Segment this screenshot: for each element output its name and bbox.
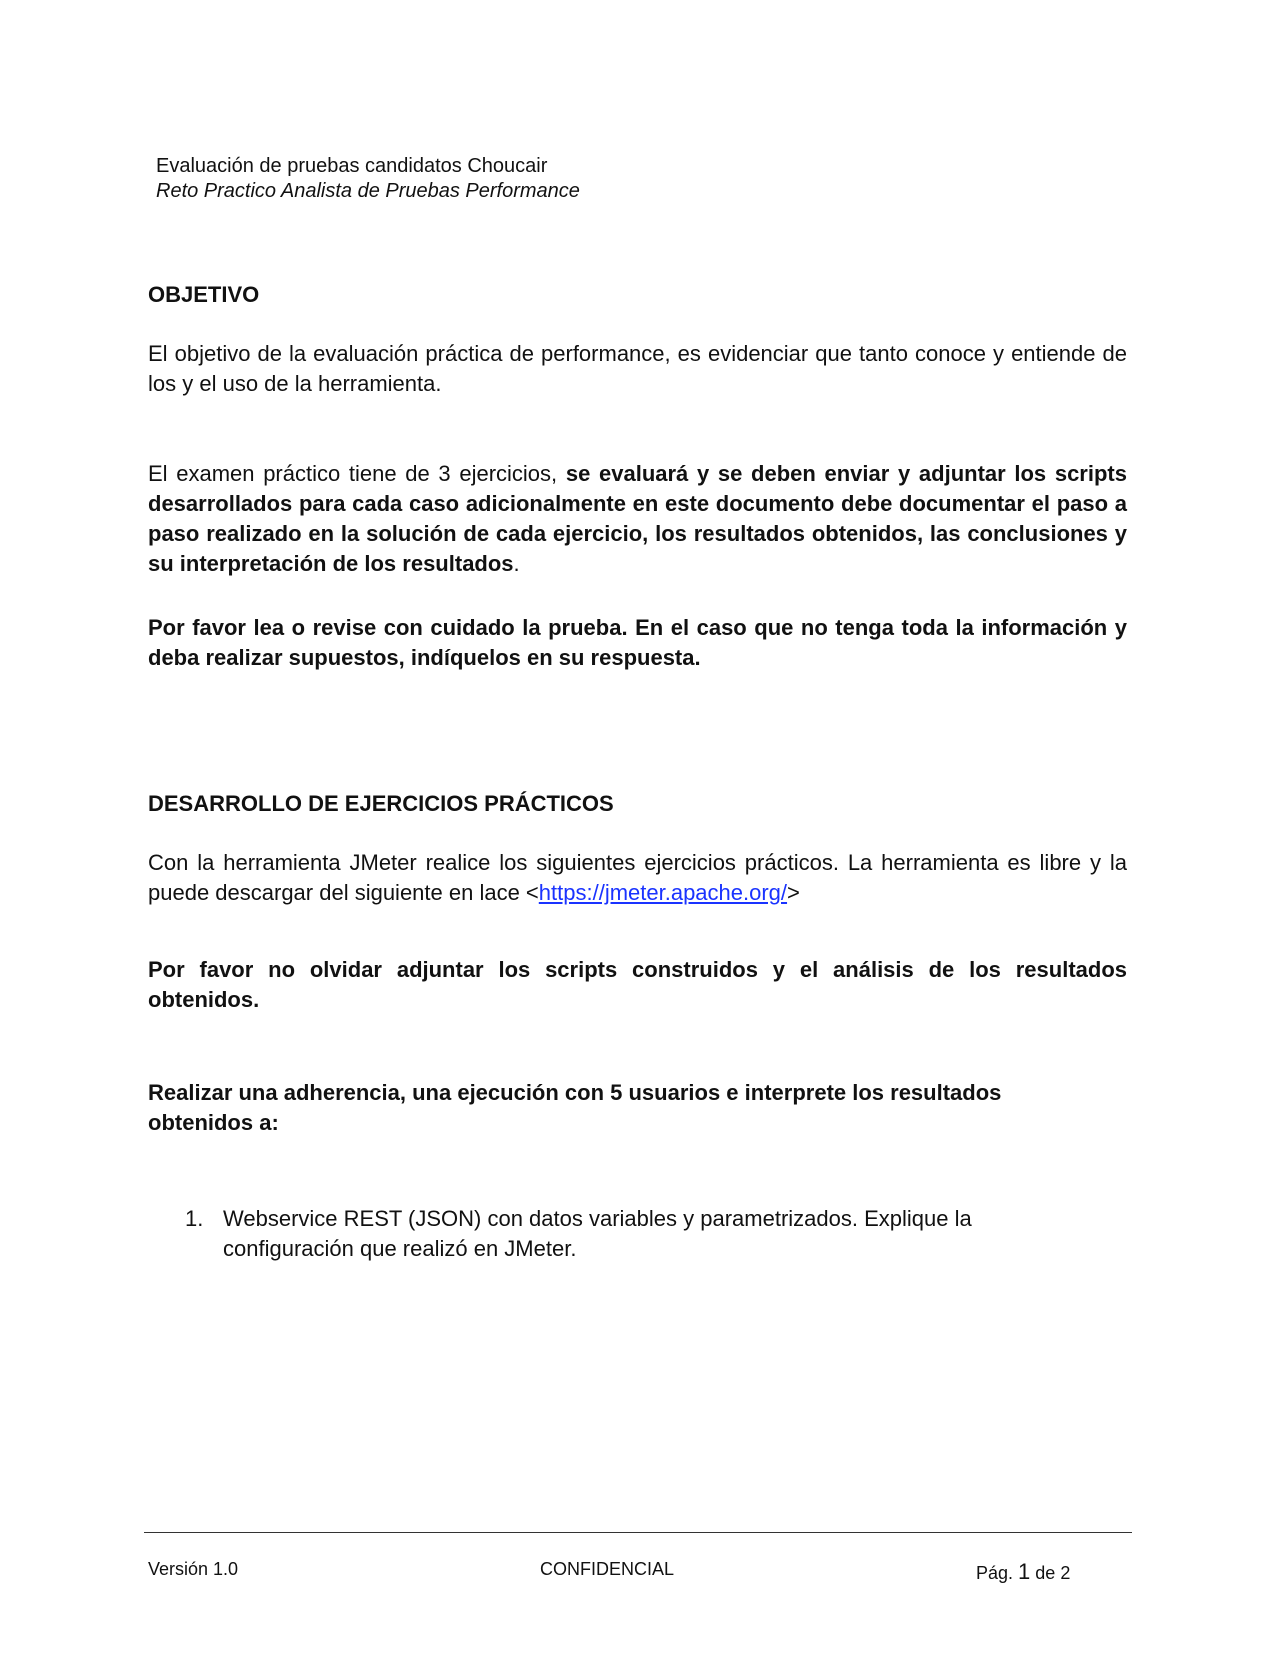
- footer-divider: [144, 1532, 1132, 1533]
- footer-version: Versión 1.0: [148, 1559, 239, 1579]
- list-item-text: Webservice REST (JSON) con datos variables y parametrizados. Explique la configuración que realizó en JMeter.: [223, 1206, 972, 1261]
- page-current: 1: [1018, 1559, 1031, 1584]
- desarrollo-intro: [148, 848, 1127, 908]
- warning-paragraph: Por favor lea o revise con cuidado la prueba. En el caso que no tenga toda la información y deba realizar supuestos, indíquelos en su respuesta.: [148, 615, 1127, 670]
- exam-paragraph: [148, 459, 1127, 579]
- intro-end: >: [787, 880, 800, 905]
- intro-text: Con la herramienta JMeter realice los siguientes ejercicios prácticos. La herramienta es libre y la puede descargar del siguiente en lace <: [148, 850, 1127, 905]
- footer-page-number: [976, 1561, 1070, 1584]
- objetivo-heading: OBJETIVO: [148, 282, 260, 307]
- page-prefix: Pág.: [976, 1563, 1019, 1583]
- list-item-number: 1.: [185, 1206, 204, 1231]
- header-subtitle: Reto Practico Analista de Pruebas Performance: [156, 180, 580, 202]
- footer-classification: CONFIDENCIAL: [540, 1559, 675, 1579]
- exam-text-end: .: [513, 551, 520, 576]
- exam-text-normal: El examen práctico tiene de 3 ejercicios,: [148, 461, 566, 486]
- desarrollo-heading: DESARROLLO DE EJERCICIOS PRÁCTICOS: [148, 791, 614, 816]
- document-header: [156, 154, 580, 204]
- page-sep: de: [1030, 1563, 1061, 1583]
- header-title: Evaluación de pruebas candidatos Choucair: [156, 155, 548, 177]
- objetivo-paragraph: El objetivo de la evaluación práctica de performance, es evidenciar que tanto conoce y entiende de los y el uso de la herramienta.: [148, 341, 1127, 396]
- task-paragraph: Realizar una adherencia, una ejecución con 5 usuarios e interprete los resultados obtenidos a:: [148, 1080, 1002, 1135]
- jmeter-link[interactable]: https://jmeter.apache.org/: [538, 880, 788, 905]
- exam-text-bold: se evaluará y se deben enviar y adjuntar los scripts desarrollados para cada caso adicionalmente en este documento debe documentar el paso a paso realizado en la solución de cada ejercicio, los resultados obtenidos, las conclusiones y su interpretación de los resultados: [148, 461, 1127, 576]
- page-total: 2: [1060, 1563, 1071, 1583]
- reminder-paragraph: Por favor no olvidar adjuntar los scripts construidos y el análisis de los resultados obtenidos.: [148, 957, 1127, 1012]
